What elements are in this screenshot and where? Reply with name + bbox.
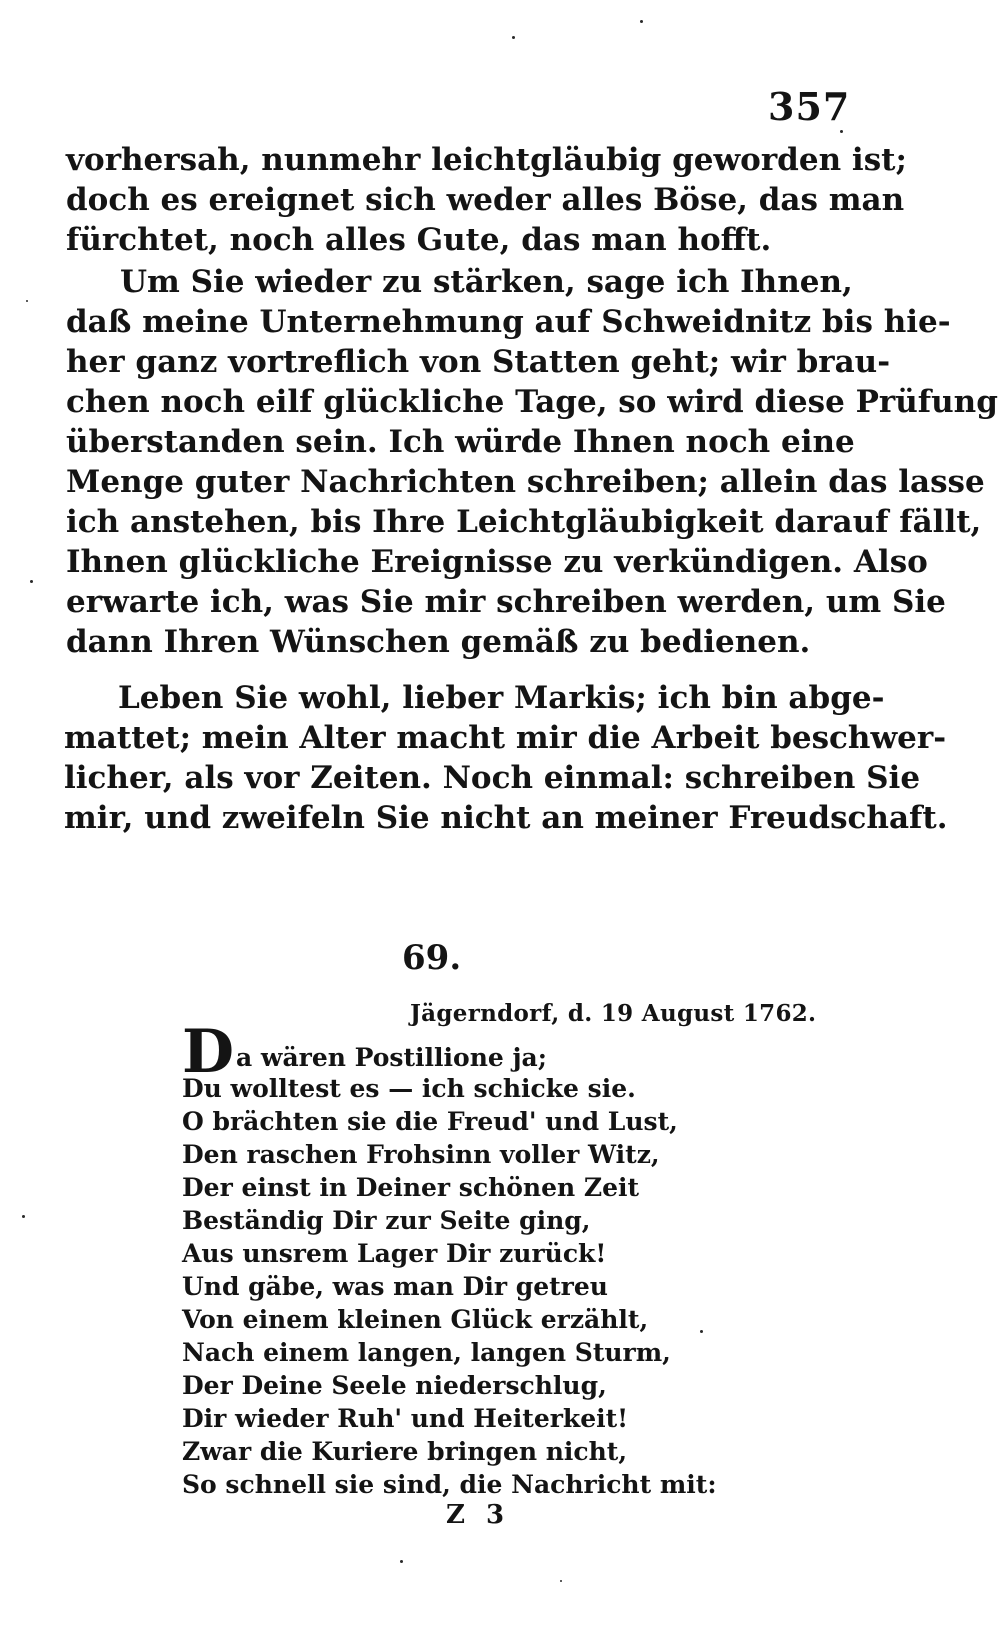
print-speck	[512, 36, 515, 39]
text-line: Leben Sie wohl, lieber Markis; ich bin abge-	[118, 680, 885, 716]
poem-line: Von einem kleinen Glück erzählt,	[182, 1305, 649, 1334]
poem-line: Beständig Dir zur Seite ging,	[182, 1206, 591, 1235]
text-line: her ganz vortreflich von Statten geht; wir brau-	[66, 344, 891, 380]
text-line: daß meine Unternehmung auf Schweidnitz bis hie-	[66, 304, 951, 340]
signature-mark: Z 3	[446, 1500, 511, 1530]
paragraph-3	[64, 678, 948, 838]
print-speck	[700, 1330, 703, 1333]
text-line: dann Ihren Wünschen gemäß zu bedienen.	[66, 624, 811, 660]
text-line: vorhersah, nunmehr leichtgläubig geworden ist;	[66, 142, 907, 178]
poem-line: So schnell sie sind, die Nachricht mit:	[182, 1470, 717, 1499]
print-speck	[22, 1215, 25, 1218]
page-number: 357	[768, 84, 851, 129]
poem-line: Nach einem langen, langen Sturm,	[182, 1338, 671, 1367]
poem-line: Der einst in Deiner schönen Zeit	[182, 1173, 640, 1202]
text-line: doch es ereignet sich weder alles Böse, das man	[66, 182, 905, 218]
drop-cap: D	[182, 1017, 235, 1087]
letter-number: 69.	[402, 938, 462, 978]
text-line: ich anstehen, bis Ihre Leichtgläubigkeit darauf fällt,	[66, 504, 982, 540]
paragraph-2	[66, 262, 998, 662]
poem-line: Aus unsrem Lager Dir zurück!	[182, 1239, 607, 1268]
text-line: licher, als vor Zeiten. Noch einmal: schreiben Sie	[64, 760, 921, 796]
print-speck	[30, 580, 33, 583]
text-line: mattet; mein Alter macht mir die Arbeit beschwer-	[64, 720, 947, 756]
text-line: mir, und zweifeln Sie nicht an meiner Freudschaft.	[64, 800, 948, 836]
text-line: erwarte ich, was Sie mir schreiben werden, um Sie	[66, 584, 946, 620]
text-line: Um Sie wieder zu stärken, sage ich Ihnen,	[120, 264, 853, 300]
poem	[182, 1017, 717, 1501]
print-speck	[640, 20, 643, 23]
poem-line: Dir wieder Ruh' und Heiterkeit!	[182, 1404, 629, 1433]
text-line: überstanden sein. Ich würde Ihnen noch eine	[66, 424, 855, 460]
print-speck	[400, 1560, 403, 1563]
poem-line: O brächten sie die Freud' und Lust,	[182, 1107, 678, 1136]
poem-line: Zwar die Kuriere bringen nicht,	[182, 1437, 628, 1466]
print-speck	[26, 300, 28, 302]
text-line: Menge guter Nachrichten schreiben; allein das lasse	[66, 464, 985, 500]
text-line: Ihnen glückliche Ereignisse zu verkündigen. Also	[66, 544, 928, 580]
text-line: fürchtet, noch alles Gute, das man hofft.	[66, 222, 772, 258]
text-line: chen noch eilf glückliche Tage, so wird diese Prüfung	[66, 384, 998, 420]
print-speck	[560, 1580, 562, 1582]
print-speck	[840, 130, 843, 133]
poem-line: Da wären Postillione ja;	[182, 1017, 547, 1087]
dateline: Jägerndorf, d. 19 August 1762.	[410, 1000, 817, 1027]
poem-line: Und gäbe, was man Dir getreu	[182, 1272, 608, 1301]
poem-line: Der Deine Seele niederschlug,	[182, 1371, 607, 1400]
poem-line: Du wolltest es — ich schicke sie.	[182, 1074, 636, 1103]
paragraph-1	[66, 140, 907, 260]
poem-line: Den raschen Frohsinn voller Witz,	[182, 1140, 660, 1169]
